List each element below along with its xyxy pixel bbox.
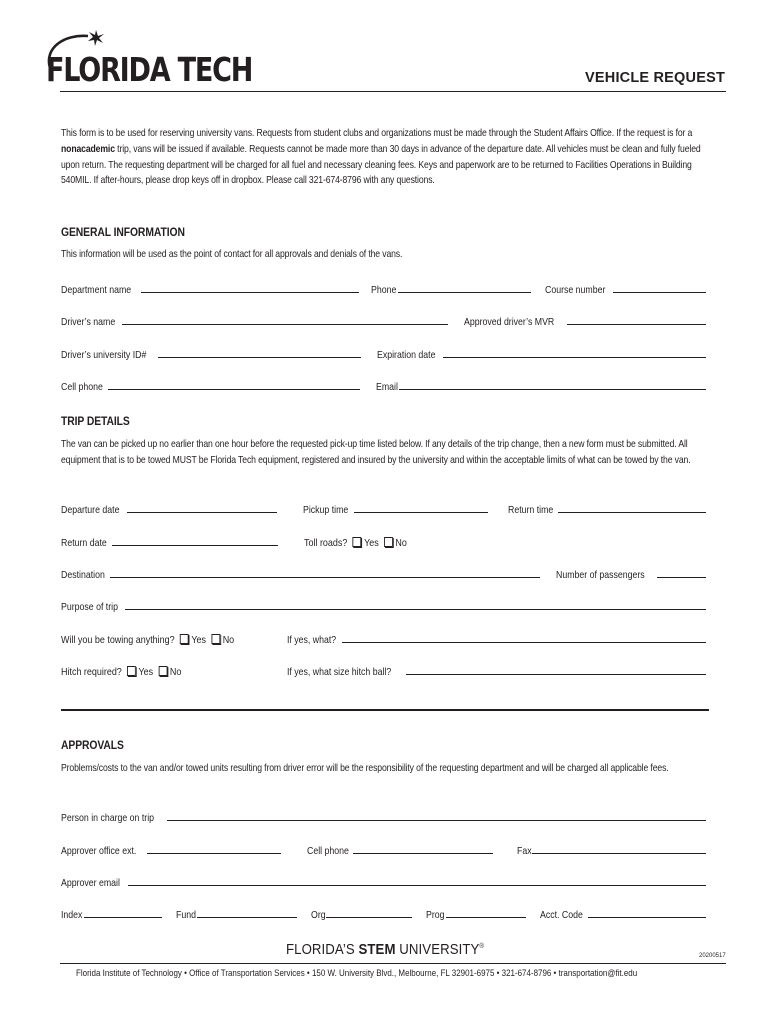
course-number-field[interactable] [613,283,706,293]
fund-field[interactable] [197,908,297,918]
email-label: Email [375,382,398,393]
footer-address: Florida Institute of Technology • Office of Transportation Services • 150 W. University Blvd., Melbourne, FL 32901-6975 • 321-674-8796 • transportation@fit.edu [76,968,638,979]
fax-label: Fax [517,846,532,857]
cell-phone-label: Cell phone [61,382,103,393]
hitch-size-field[interactable] [406,665,706,675]
toll-roads-no-label: No [395,538,408,549]
hitch-label: Hitch required? [61,667,122,678]
toll-roads-label: Toll roads? [304,538,348,549]
towing-what-field[interactable] [342,633,706,643]
cell-phone-field[interactable] [108,380,360,390]
approvals-heading: APPROVALS [61,740,124,752]
university-tagline: FLORIDA’S STEM UNIVERSITY® [286,941,485,958]
org-label: Org [311,910,326,921]
passengers-field[interactable] [657,568,706,578]
toll-roads-group [304,537,407,549]
general-info-heading: GENERAL INFORMATION [61,227,185,239]
drivers-name-field[interactable] [122,315,448,325]
passengers-label: Number of passengers [555,570,645,581]
prog-field[interactable] [446,908,526,918]
index-label: Index [61,910,83,921]
university-id-label: Driver’s university ID# [61,350,147,361]
departure-date-label: Departure date [61,505,120,516]
person-in-charge-label: Person in charge on trip [61,813,155,824]
pickup-time-label: Pickup time [302,505,349,516]
org-field[interactable] [326,908,412,918]
row-university-id [61,345,706,361]
email-field[interactable] [399,380,706,390]
pickup-time-field[interactable] [354,503,488,513]
towing-label: Will you be towing anything? [61,635,175,646]
acct-code-label: Acct. Code [539,910,583,921]
section-divider [61,709,709,711]
trip-details-note: The van can be picked up no earlier than one hour before the requested pick-up time listed below. If any details of the trip change, then a new form must be submitted. All equipment that is to be towed MUST be Florida Tech equipment, registered and insured by the university and within the acceptable limits of what can be towed by the van. [61,439,691,466]
toll-roads-yes-checkbox[interactable] [353,537,362,547]
towing-yes-checkbox[interactable] [180,634,189,644]
hitch-no-label: No [169,667,182,678]
page-title: VEHICLE REQUEST [585,70,725,86]
approver-cell-label: Cell phone [306,846,349,857]
trip-details-heading: TRIP DETAILS [61,416,130,428]
approved-mvr-field[interactable] [567,315,706,325]
hitch-yes-checkbox[interactable] [127,666,136,676]
row-accounting [61,905,706,921]
approver-email-field[interactable] [128,876,706,886]
fund-label: Fund [175,910,196,921]
approver-ext-field[interactable] [147,844,281,854]
prog-label: Prog [426,910,445,921]
row-destination [61,565,706,581]
purpose-field[interactable] [125,600,706,610]
approver-cell-field[interactable] [353,844,493,854]
drivers-name-label: Driver’s name [61,317,116,328]
row-approver-email [61,873,706,889]
course-number-label: Course number [545,285,606,296]
departure-date-field[interactable] [127,503,277,513]
destination-field[interactable] [110,568,540,578]
hitch-group [61,666,260,678]
towing-no-label: No [222,635,235,646]
document-number: 20200517 [699,953,726,959]
fax-field[interactable] [532,844,706,854]
florida-tech-logo: FLORIDA TECH [46,50,253,89]
return-time-field[interactable] [558,503,706,513]
row-purpose [61,597,706,613]
return-date-field[interactable] [112,536,278,546]
purpose-label: Purpose of trip [61,602,118,613]
person-in-charge-field[interactable] [167,811,706,821]
row-departure [61,500,706,516]
toll-roads-yes-label: Yes [364,538,379,549]
row-cell-email [61,377,706,393]
row-hitch [61,662,706,678]
toll-roads-no-checkbox[interactable] [384,537,393,547]
department-name-field[interactable] [141,283,359,293]
approved-mvr-label: Approved driver’s MVR [464,317,555,328]
hitch-size-label: If yes, what size hitch ball? [287,667,392,678]
towing-group [61,634,260,646]
approver-ext-label: Approver office ext. [61,846,137,857]
phone-field[interactable] [398,283,531,293]
row-approver-ext [61,841,706,857]
approvals-note: Problems/costs to the van and/or towed units resulting from driver error will be the responsibility of the requesting department and will be charged all applicable fees. [61,763,669,774]
acct-code-field[interactable] [588,908,706,918]
row-department [61,280,706,296]
intro-paragraph: This form is to be used for reserving university vans. Requests from student clubs and organizations must be made through the Student Affairs Office. If the request is for a nonacademic trip, vans will be issued if available. Requests cannot be made more than 30 days in advance of the departure date. All vehicles must be clean and fully fueled upon return. The requesting department will be charged for all fuel and necessary cleaning fees. Keys and paperwork are to be returned to Facilities Operations in Building 540MIL. If after-hours, please drop keys off in dropbox. Please call 321-674-8796 with any questions. [61,128,701,187]
destination-label: Destination [61,570,105,581]
university-id-field[interactable] [158,348,361,358]
towing-what-label: If yes, what? [287,635,337,646]
hitch-no-checkbox[interactable] [158,666,167,676]
index-field[interactable] [84,908,162,918]
approver-email-label: Approver email [61,878,120,889]
return-time-label: Return time [507,505,553,516]
row-return-date [61,533,706,549]
hitch-yes-label: Yes [138,667,154,678]
towing-no-checkbox[interactable] [211,634,220,644]
department-name-label: Department name [61,285,132,296]
footer-divider [60,963,726,964]
return-date-label: Return date [61,538,107,549]
expiration-date-field[interactable] [443,348,706,358]
row-towing [61,630,706,646]
row-driver-name [61,312,706,328]
expiration-date-label: Expiration date [377,350,436,361]
row-person-in-charge [61,808,706,824]
header-divider [60,91,726,92]
general-info-note: This information will be used as the point of contact for all approvals and denials of the vans. [61,249,403,260]
towing-yes-label: Yes [191,635,206,646]
phone-label: Phone [370,285,396,296]
